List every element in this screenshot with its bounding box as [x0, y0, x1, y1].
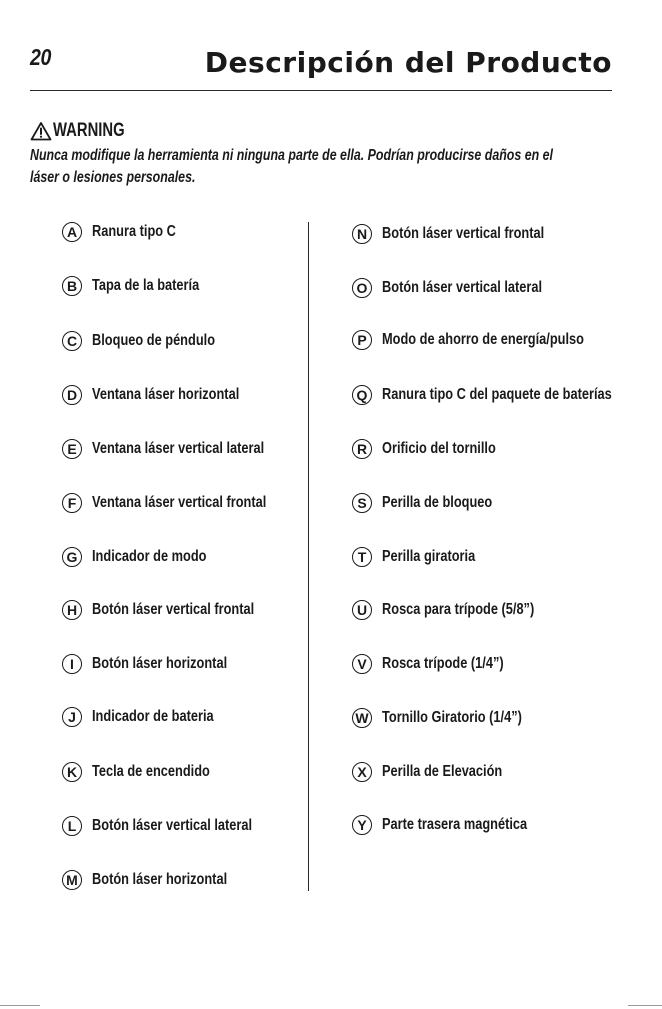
part-label: Ranura tipo C: [92, 223, 176, 240]
part-letter-badge: F: [62, 493, 82, 513]
part-letter-badge: L: [62, 816, 82, 836]
part-letter-badge: D: [62, 385, 82, 405]
page-number: 20: [30, 44, 51, 70]
part-label: Rosca para trípode (5/8”): [382, 601, 535, 618]
part-label: Botón láser vertical lateral: [92, 817, 253, 834]
part-item: [62, 868, 261, 892]
part-item: [352, 276, 582, 300]
part-item: [352, 652, 534, 676]
part-item: [352, 545, 499, 569]
part-item: [62, 383, 276, 407]
part-item: [62, 220, 197, 244]
part-item: [62, 652, 261, 676]
warning-text-line: Nunca modifique la herramienta ni ninguna parte de ella. Podrían producirse daños en el: [30, 147, 553, 164]
part-item: [352, 598, 572, 622]
part-letter-badge: M: [62, 870, 82, 890]
part-label: Botón láser vertical frontal: [382, 225, 545, 242]
part-letter-badge: S: [352, 493, 372, 513]
part-item: [352, 222, 585, 246]
part-item: [352, 328, 634, 352]
warning-label: WARNING: [53, 120, 125, 141]
part-letter-badge: A: [62, 222, 82, 242]
part-label: Perilla de bloqueo: [382, 494, 493, 511]
part-label: Tornillo Giratorio (1/4”): [382, 709, 522, 726]
part-letter-badge: E: [62, 439, 82, 459]
part-label: Orificio del tornillo: [382, 440, 496, 457]
part-item: [62, 491, 310, 515]
part-item: [62, 598, 295, 622]
part-letter-badge: N: [352, 224, 372, 244]
part-letter-badge: V: [352, 654, 372, 674]
part-item: [352, 437, 524, 461]
warning-heading: [30, 119, 145, 143]
part-label: Botón láser vertical lateral: [382, 279, 543, 296]
part-item: [62, 814, 292, 838]
part-letter-badge: B: [62, 276, 82, 296]
part-label: Ranura tipo C del paquete de baterías: [382, 386, 612, 403]
part-label: Ventana láser horizontal: [92, 386, 240, 403]
part-item: [62, 274, 226, 298]
part-label: Tapa de la batería: [92, 277, 200, 294]
part-label: Perilla giratoria: [382, 548, 476, 565]
crop-mark: [0, 1005, 40, 1006]
part-letter-badge: W: [352, 708, 372, 728]
part-label: Indicador de modo: [92, 548, 207, 565]
part-letter-badge: J: [62, 707, 82, 727]
part-letter-badge: I: [62, 654, 82, 674]
part-label: Modo de ahorro de energía/pulso: [382, 331, 584, 348]
part-item: [352, 760, 532, 784]
warning-text-line: láser o lesiones personales.: [30, 169, 196, 186]
part-letter-badge: K: [62, 762, 82, 782]
part-item: [62, 329, 246, 353]
part-item: [62, 437, 307, 461]
part-item: [352, 813, 563, 837]
part-item: [62, 545, 235, 569]
part-label: Indicador de bateria: [92, 708, 214, 725]
warning-triangle-icon: [30, 121, 52, 141]
crop-mark: [628, 1005, 662, 1006]
warning-text: [30, 145, 590, 189]
part-label: Botón láser horizontal: [92, 655, 228, 672]
part-item: [352, 491, 520, 515]
part-letter-badge: O: [352, 278, 372, 298]
column-divider: [308, 222, 309, 891]
part-letter-badge: P: [352, 330, 372, 350]
part-label: Ventana láser vertical lateral: [92, 440, 265, 457]
part-label: Ventana láser vertical frontal: [92, 494, 267, 511]
part-letter-badge: H: [62, 600, 82, 620]
part-item: [62, 760, 239, 784]
part-letter-badge: X: [352, 762, 372, 782]
part-label: Bloqueo de péndulo: [92, 332, 216, 349]
part-item: [352, 706, 557, 730]
part-letter-badge: T: [352, 547, 372, 567]
part-item: [62, 705, 244, 729]
part-letter-badge: Q: [352, 385, 372, 405]
part-letter-badge: U: [352, 600, 372, 620]
part-label: Botón láser horizontal: [92, 871, 228, 888]
part-label: Tecla de encendido: [92, 763, 210, 780]
part-label: Botón láser vertical frontal: [92, 601, 255, 618]
page-title: Descripción del Producto: [204, 46, 612, 79]
part-label: Perilla de Elevación: [382, 763, 503, 780]
header-divider: [30, 90, 612, 91]
part-item: [352, 383, 662, 407]
part-letter-badge: Y: [352, 815, 372, 835]
part-letter-badge: G: [62, 547, 82, 567]
part-label: Parte trasera magnética: [382, 816, 528, 833]
part-letter-badge: R: [352, 439, 372, 459]
part-label: Rosca trípode (1/4”): [382, 655, 504, 672]
part-letter-badge: C: [62, 331, 82, 351]
